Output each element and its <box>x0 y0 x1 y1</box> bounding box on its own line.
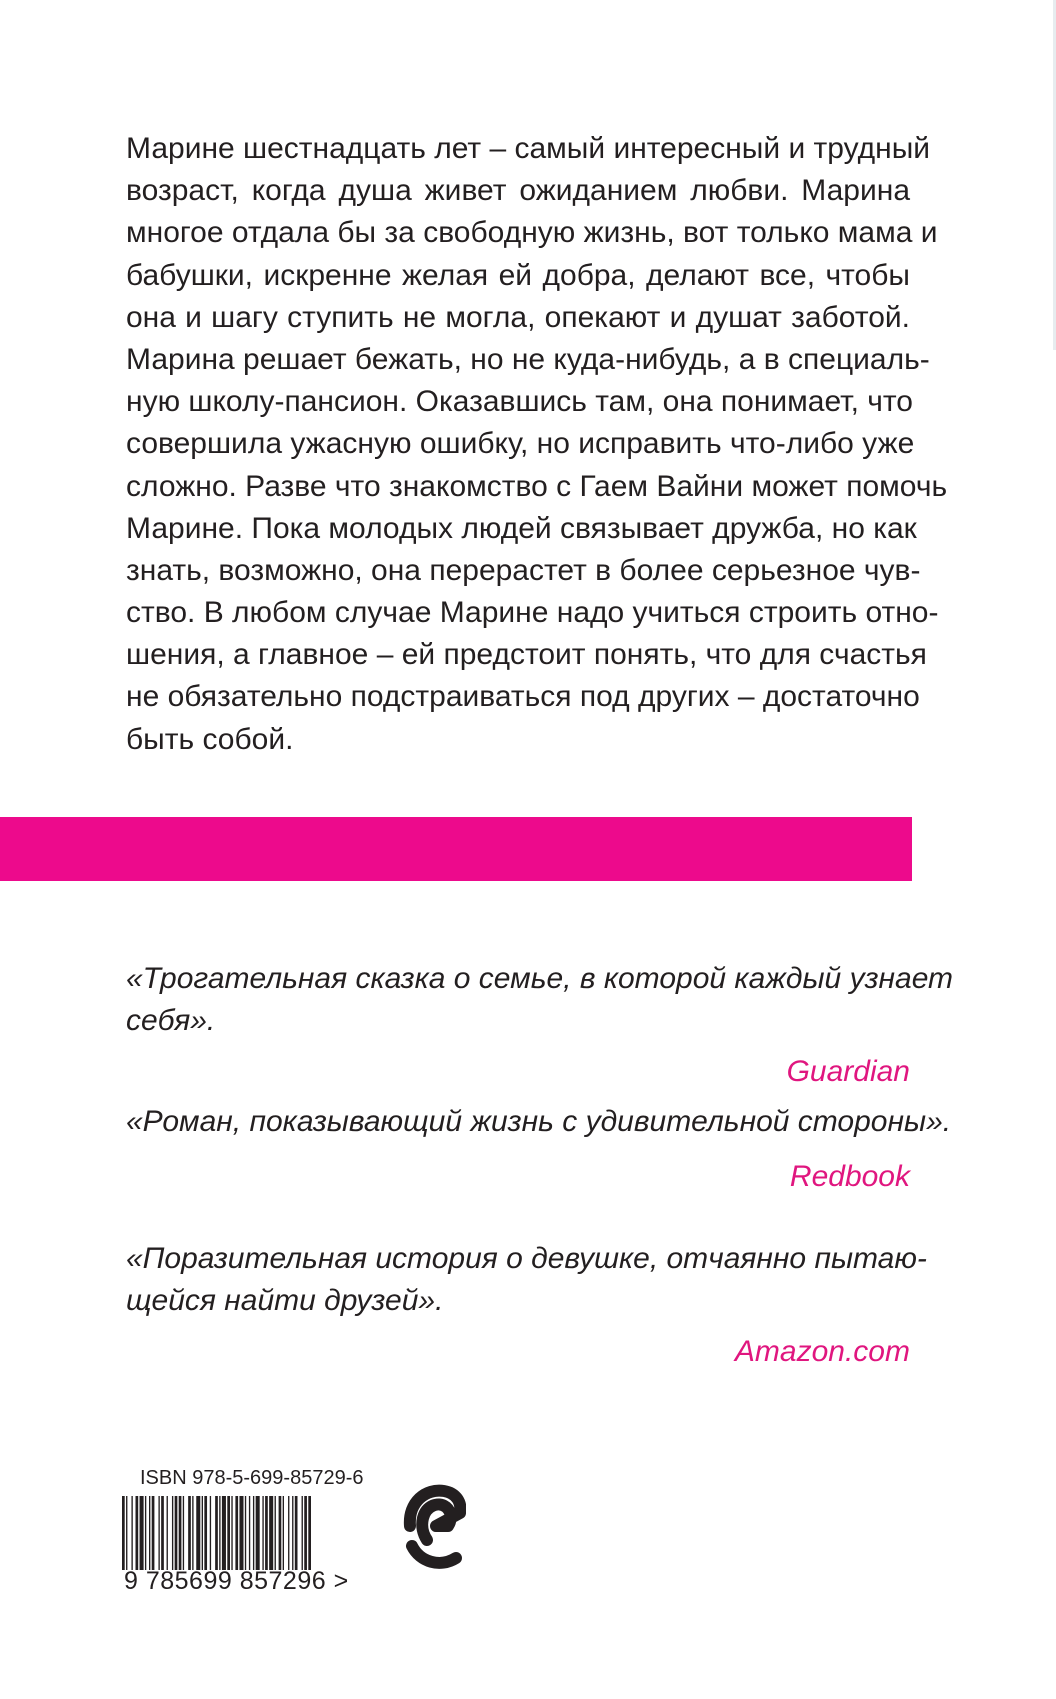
barcode-bar <box>222 1496 226 1570</box>
barcode-bar <box>158 1496 159 1570</box>
accent-band <box>0 817 912 881</box>
barcode-bar <box>302 1496 303 1570</box>
barcode-bar <box>253 1496 254 1570</box>
synopsis-line: Марина решает бежать, но не куда-нибудь, а в специаль- <box>126 342 930 376</box>
barcode-bar <box>122 1496 125 1570</box>
barcode-bar <box>279 1496 282 1570</box>
synopsis-line: знать, возможно, она перерастет в более серьезное чув- <box>126 553 921 587</box>
barcode-bar <box>288 1496 289 1570</box>
barcode-bar <box>308 1496 311 1570</box>
barcode-bar <box>283 1496 284 1570</box>
review-redbook <box>126 1101 952 1197</box>
review-guardian <box>126 958 954 1092</box>
review-quote-line: «Трогательная сказка о семье, в которой каждый узнает <box>126 962 954 995</box>
review-source: Redbook <box>789 1160 910 1193</box>
barcode-bar <box>256 1496 260 1570</box>
barcode-bar <box>304 1496 307 1570</box>
barcode-bar <box>126 1496 127 1570</box>
synopsis-line: не обязательно подстраиваться под других – достаточно <box>126 680 920 714</box>
barcode-bar <box>196 1496 200 1570</box>
barcode-bar <box>269 1496 273 1570</box>
review-source: Guardian <box>786 1055 910 1088</box>
barcode-bar <box>161 1496 164 1570</box>
barcode-bar <box>204 1496 207 1570</box>
logo-upper-arc <box>410 1491 461 1540</box>
barcode-bar <box>235 1496 238 1570</box>
eksmo-e-logo-icon <box>396 1480 466 1576</box>
barcode-bar <box>219 1496 220 1570</box>
barcode-bar <box>262 1496 263 1570</box>
synopsis-line: совершила ужасную ошибку, но исправить что-либо уже <box>126 427 915 461</box>
barcode-bar <box>249 1496 250 1570</box>
synopsis-line: возраст, когда душа живет ожиданием любви. Марина <box>126 174 910 208</box>
review-amazon <box>126 1238 927 1372</box>
barcode-bar <box>192 1496 193 1570</box>
isbn-label: ISBN 978-5-699-85729-6 <box>140 1467 364 1489</box>
barcode-bar <box>136 1496 139 1570</box>
barcode-bar <box>245 1496 246 1570</box>
barcode-bar <box>145 1496 146 1570</box>
barcode-bar <box>152 1496 155 1570</box>
synopsis-line: многое отдала бы за свободную жизнь, вот только мама и <box>126 216 938 250</box>
barcode-digits: 9 785699 857296 > <box>124 1567 349 1595</box>
review-source: Amazon.com <box>734 1335 910 1368</box>
review-quote-line: щейся найти друзей». <box>126 1284 444 1317</box>
barcode-bar <box>295 1496 298 1570</box>
barcode-bar <box>175 1496 178 1570</box>
synopsis-line: шения, а главное – ей предстоит понять, что для счастья <box>126 638 927 672</box>
barcode-bar <box>210 1496 211 1570</box>
barcode-bar <box>215 1496 218 1570</box>
isbn-barcode <box>116 1466 386 1596</box>
review-quote-line: «Роман, показывающий жизнь с удивительной стороны». <box>126 1105 952 1138</box>
synopsis-line: ство. В любом случае Марине надо учиться строить отно- <box>126 596 939 630</box>
synopsis-line: Марине шестнадцать лет – самый интересный и трудный <box>126 132 931 165</box>
barcode-bar <box>265 1496 268 1570</box>
synopsis-line: бабушки, искренне желая ей добра, делают все, чтобы <box>126 258 910 292</box>
synopsis-line: сложно. Разве что знакомство с Гаем Вайни может помочь <box>126 469 948 503</box>
synopsis-line: быть собой. <box>126 722 294 756</box>
barcode-bar <box>172 1496 173 1570</box>
barcode-bar <box>227 1496 230 1570</box>
barcode-bars <box>116 1496 362 1570</box>
barcode-bar <box>202 1496 203 1570</box>
barcode-bar <box>131 1496 132 1570</box>
barcode-bar <box>231 1496 232 1570</box>
review-quote-line: себя». <box>126 1004 216 1037</box>
barcode-bar <box>275 1496 276 1570</box>
barcode-bar <box>292 1496 293 1570</box>
barcode-bar <box>167 1496 168 1570</box>
review-quote-line: «Поразительная история о девушке, отчаянно пытаю- <box>126 1242 927 1275</box>
synopsis-line: она и шагу ступить не могла, опекают и душат заботой. <box>126 300 910 334</box>
synopsis-line: Марине. Пока молодых людей связывает дружба, но как <box>126 511 917 545</box>
synopsis-text <box>126 128 948 761</box>
synopsis-line: ную школу-пансион. Оказавшись там, она понимает, что <box>126 385 913 419</box>
logo-lower-arc <box>412 1546 456 1563</box>
barcode-bar <box>239 1496 243 1570</box>
barcode-bar <box>188 1496 191 1570</box>
barcode-bar <box>149 1496 150 1570</box>
barcode-bar <box>183 1496 184 1570</box>
barcode-bar <box>140 1496 144 1570</box>
barcode-bar <box>179 1496 182 1570</box>
